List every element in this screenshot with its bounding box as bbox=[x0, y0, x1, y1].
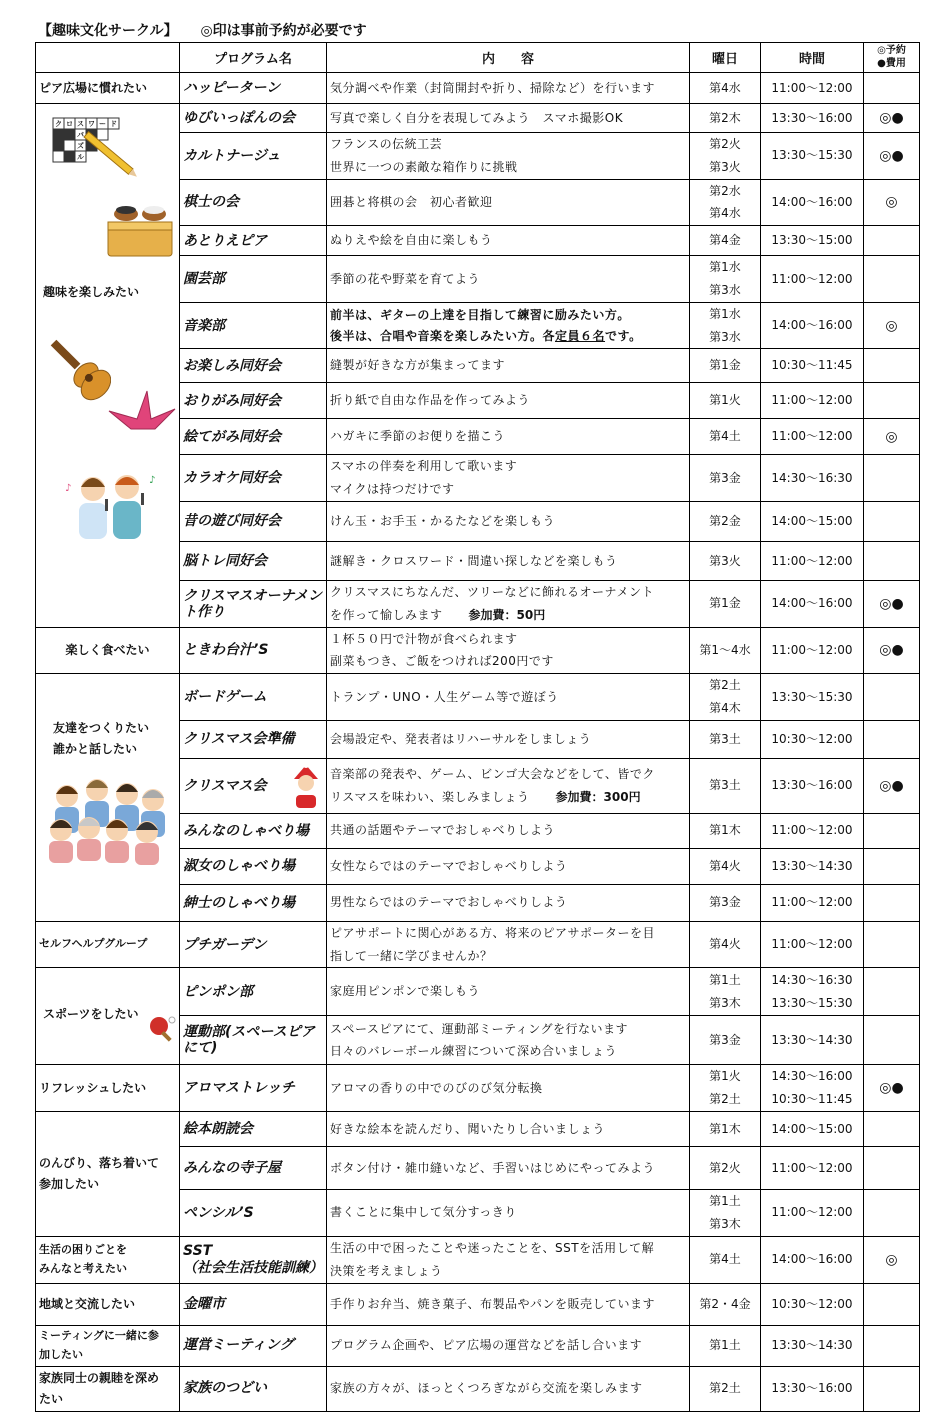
table-row bbox=[36, 1111, 920, 1146]
program-day: 第4火 bbox=[690, 848, 761, 884]
svg-text:♪: ♪ bbox=[149, 475, 156, 486]
program-name: プチガーデン bbox=[180, 921, 327, 968]
program-content: 会場設定や、発表者はリハーサルをしましょう bbox=[327, 720, 690, 758]
program-day: 第1木 bbox=[690, 813, 761, 848]
program-time: 10:30～11:45 bbox=[761, 349, 864, 383]
program-content: 写真で楽しく自分を表現してみよう スマホ撮影OK bbox=[327, 104, 690, 133]
program-name: 脳トレ同好会 bbox=[180, 541, 327, 580]
program-time: 13:30～14:30 bbox=[761, 1325, 864, 1366]
program-time: 13:30～14:30 bbox=[761, 848, 864, 884]
program-name: おりがみ同好会 bbox=[180, 383, 327, 419]
go-board-icon bbox=[104, 196, 176, 264]
reservation-note: ◎印は事前予約が必要です bbox=[200, 23, 367, 39]
reservation-fee-mark bbox=[864, 1111, 920, 1146]
table-row bbox=[36, 1325, 920, 1366]
category-relax: のんびり、落ち着いて 参加したい bbox=[36, 1111, 180, 1236]
program-day: 第3土 bbox=[690, 758, 761, 813]
program-name: あとりえピア bbox=[180, 226, 327, 256]
program-day: 第1木 bbox=[690, 1111, 761, 1146]
program-time: 13:30～16:00 bbox=[761, 104, 864, 133]
program-name: 音楽部 bbox=[180, 302, 327, 349]
reservation-fee-mark bbox=[864, 674, 920, 721]
program-day: 第1土 第3木 bbox=[690, 1189, 761, 1236]
category-self-help: セルフヘルプグループ bbox=[36, 921, 180, 968]
program-time: 11:00～12:00 bbox=[761, 419, 864, 455]
reservation-fee-mark: ◎ bbox=[864, 1236, 920, 1283]
program-day: 第3金 bbox=[690, 455, 761, 502]
program-content: ボタン付け・雑巾縫いなど、手習いはじめにやってみよう bbox=[327, 1146, 690, 1189]
program-name: みんなの寺子屋 bbox=[180, 1146, 327, 1189]
reservation-fee-mark: ◎ bbox=[864, 179, 920, 226]
program-time: 13:30～16:00 bbox=[761, 758, 864, 813]
program-content: 縫製が好きな方が集まってます bbox=[327, 349, 690, 383]
table-row bbox=[36, 1065, 920, 1112]
program-name: 家族のつどい bbox=[180, 1366, 327, 1411]
crossword-letter: ス bbox=[77, 120, 84, 128]
program-content: スマホの伴奏を利用して歌います マイクは持つだけです bbox=[327, 455, 690, 502]
program-content: けん玉・お手玉・かるたなどを楽しもう bbox=[327, 501, 690, 541]
program-time: 10:30～12:00 bbox=[761, 1283, 864, 1325]
program-time: 14:00～15:00 bbox=[761, 501, 864, 541]
program-content: フランスの伝統工芸 世界に一つの素敵な箱作りに挑戦 bbox=[327, 133, 690, 180]
program-content: 家庭用ピンポンで楽しもう bbox=[327, 968, 690, 1016]
program-day: 第1金 bbox=[690, 580, 761, 627]
crossword-letter: ド bbox=[110, 120, 117, 128]
program-name: カラオケ同好会 bbox=[180, 455, 327, 502]
program-name: ピンポン部 bbox=[180, 968, 327, 1016]
program-day: 第2土 第4木 bbox=[690, 674, 761, 721]
reservation-fee-mark bbox=[864, 1325, 920, 1366]
reservation-fee-mark bbox=[864, 1366, 920, 1411]
category-friends: 友達をつくりたい 誰かと話したい bbox=[36, 674, 180, 922]
reservation-fee-mark: ◎ bbox=[864, 419, 920, 455]
program-content: ぬりえや絵を自由に楽しもう bbox=[327, 226, 690, 256]
program-name: 絵本朗読会 bbox=[180, 1111, 327, 1146]
header-program: プログラム名 bbox=[180, 43, 327, 73]
program-name: ハッピーターン bbox=[180, 73, 327, 104]
program-name: クリスマスオーナメント作り bbox=[180, 580, 327, 627]
program-name: お楽しみ同好会 bbox=[180, 349, 327, 383]
group-of-people-icon bbox=[47, 774, 173, 870]
program-name: SST （社会生活技能訓練） bbox=[180, 1236, 327, 1283]
program-time: 11:00～12:00 bbox=[761, 1146, 864, 1189]
crossword-pencil-icon bbox=[49, 114, 139, 192]
program-content: アロマの香りの中でのびのび気分転換 bbox=[327, 1065, 690, 1112]
reservation-fee-mark bbox=[864, 1016, 920, 1065]
program-content: 囲碁と将棋の会 初心者歓迎 bbox=[327, 179, 690, 226]
program-content: 共通の話題やテーマでおしゃべりしよう bbox=[327, 813, 690, 848]
table-row bbox=[36, 104, 920, 133]
reservation-fee-mark bbox=[864, 720, 920, 758]
reservation-fee-mark bbox=[864, 848, 920, 884]
reservation-fee-mark bbox=[864, 1146, 920, 1189]
program-day: 第1火 bbox=[690, 383, 761, 419]
program-content: プログラム企画や、ピア広場の運営などを話し合います bbox=[327, 1325, 690, 1366]
program-time: 13:30～15:00 bbox=[761, 226, 864, 256]
ping-pong-paddle-icon bbox=[147, 1014, 177, 1044]
program-day: 第2土 bbox=[690, 1366, 761, 1411]
table-row bbox=[36, 968, 920, 1016]
reservation-fee-mark bbox=[864, 501, 920, 541]
reservation-fee-mark bbox=[864, 383, 920, 419]
program-day: 第4金 bbox=[690, 226, 761, 256]
program-time: 14:00～16:00 bbox=[761, 179, 864, 226]
program-content: 気分調べや作業（封筒開封や折り、掃除など）を行います bbox=[327, 73, 690, 104]
program-name: みんなのしゃべり場 bbox=[180, 813, 327, 848]
program-time: 14:30～16:30 13:30～15:30 bbox=[761, 968, 864, 1016]
program-name: クリスマス会 bbox=[180, 758, 327, 813]
program-day: 第1水 第3水 bbox=[690, 302, 761, 349]
crossword-letter: ワ bbox=[88, 120, 95, 128]
reservation-fee-mark bbox=[864, 884, 920, 921]
reservation-fee-mark: ◎● bbox=[864, 1065, 920, 1112]
category-meeting: ミーティングに一緒に参 加したい bbox=[36, 1325, 180, 1366]
guitar-icon bbox=[47, 332, 111, 404]
program-day: 第2水 第4水 bbox=[690, 179, 761, 226]
program-day: 第4水 bbox=[690, 73, 761, 104]
crossword-letter: ル bbox=[77, 153, 84, 161]
program-day: 第1～4水 bbox=[690, 627, 761, 674]
program-day: 第4土 bbox=[690, 1236, 761, 1283]
program-time: 13:30～16:00 bbox=[761, 1366, 864, 1411]
program-content: １杯５０円で汁物が食べられます 副菜もつき、ご飯をつければ200円です bbox=[327, 627, 690, 674]
program-time: 14:00～16:00 bbox=[761, 1236, 864, 1283]
reservation-fee-mark: ◎● bbox=[864, 104, 920, 133]
reservation-fee-mark bbox=[864, 541, 920, 580]
category-community: 地域と交流したい bbox=[36, 1283, 180, 1325]
program-time: 13:30～15:30 bbox=[761, 133, 864, 180]
reservation-fee-mark: ◎● bbox=[864, 627, 920, 674]
table-row bbox=[36, 674, 920, 721]
program-day: 第3土 bbox=[690, 720, 761, 758]
table-row bbox=[36, 1366, 920, 1411]
reservation-fee-mark bbox=[864, 455, 920, 502]
program-content: トランプ・UNO・人生ゲーム等で遊ぼう bbox=[327, 674, 690, 721]
reservation-fee-mark: ◎● bbox=[864, 580, 920, 627]
program-name: 淑女のしゃべり場 bbox=[180, 848, 327, 884]
karaoke-people-icon bbox=[61, 469, 161, 549]
program-content: スペースピアにて、運動部ミーティングを行ないます 日々のバレーボール練習について深め合いましょう bbox=[327, 1016, 690, 1065]
crossword-letter: ズ bbox=[77, 142, 84, 150]
reservation-fee-mark: ◎● bbox=[864, 133, 920, 180]
crossword-letter: パ bbox=[77, 131, 84, 139]
program-day: 第1土 bbox=[690, 1325, 761, 1366]
crossword-letter: ロ bbox=[66, 120, 73, 128]
header-content: 内 容 bbox=[327, 43, 690, 73]
program-name: 運動部(スペースピアにて) bbox=[180, 1016, 327, 1065]
program-content: 女性ならではのテーマでおしゃべりしよう bbox=[327, 848, 690, 884]
program-time: 10:30～12:00 bbox=[761, 720, 864, 758]
program-time: 11:00～12:00 bbox=[761, 73, 864, 104]
category-sports: スポーツをしたい bbox=[36, 968, 180, 1065]
program-day: 第3火 bbox=[690, 541, 761, 580]
program-name: 紳士のしゃべり場 bbox=[180, 884, 327, 921]
program-content: 音楽部の発表や、ゲーム、ビンゴ大会などをして、皆でク リスマスを味わい、楽しみましょう 参加費：300円 bbox=[327, 758, 690, 813]
program-name: クリスマス会準備 bbox=[180, 720, 327, 758]
program-day: 第2火 bbox=[690, 1146, 761, 1189]
program-name: 運営ミーティング bbox=[180, 1325, 327, 1366]
program-time: 11:00～12:00 bbox=[761, 1189, 864, 1236]
table-row bbox=[36, 73, 920, 104]
category-eat: 楽しく食べたい bbox=[36, 627, 180, 674]
program-name: 棋士の会 bbox=[180, 179, 327, 226]
reservation-fee-mark bbox=[864, 813, 920, 848]
program-name: 昔の遊び同好会 bbox=[180, 501, 327, 541]
program-time: 14:00～15:00 bbox=[761, 1111, 864, 1146]
program-content: 季節の花や野菜を育てよう bbox=[327, 256, 690, 303]
reservation-fee-mark: ◎● bbox=[864, 758, 920, 813]
program-content: 手作りお弁当、焼き菓子、布製品やパンを販売しています bbox=[327, 1283, 690, 1325]
program-content: 家族の方々が、ほっとくつろぎながら交流を楽しみます bbox=[327, 1366, 690, 1411]
program-content: ピアサポートに関心がある方、将来のピアサポーターを目 指して一緒に学びませんか？ bbox=[327, 921, 690, 968]
header-time: 時間 bbox=[761, 43, 864, 73]
crossword-letter: ー bbox=[99, 120, 106, 128]
program-content: 前半は、ギターの上達を目指して練習に励みたい方。 後半は、合唱や音楽を楽しみたい方。各定員６名です。 bbox=[327, 302, 690, 349]
program-time: 11:00～12:00 bbox=[761, 813, 864, 848]
reservation-fee-mark bbox=[864, 256, 920, 303]
page-title bbox=[38, 20, 385, 40]
program-name: 園芸部 bbox=[180, 256, 327, 303]
program-name: ボードゲーム bbox=[180, 674, 327, 721]
category-hobby: ク ロ ス ワ ー ド パ ズ ル ♪ ♪ 趣味を楽しみたい bbox=[36, 104, 180, 628]
crossword-letter: ク bbox=[55, 120, 62, 128]
program-time: 14:30～16:00 10:30～11:45 bbox=[761, 1065, 864, 1112]
program-name: 金曜市 bbox=[180, 1283, 327, 1325]
program-day: 第1水 第3水 bbox=[690, 256, 761, 303]
program-content: 折り紙で自由な作品を作ってみよう bbox=[327, 383, 690, 419]
paper-crane-icon bbox=[107, 389, 177, 437]
reservation-fee-mark bbox=[864, 349, 920, 383]
fee-label: 参加費：50円 bbox=[468, 607, 546, 622]
reservation-fee-mark bbox=[864, 968, 920, 1016]
header-day: 曜日 bbox=[690, 43, 761, 73]
reservation-fee-mark bbox=[864, 73, 920, 104]
table-row bbox=[36, 921, 920, 968]
program-time: 11:00～12:00 bbox=[761, 383, 864, 419]
program-name: ときわ台汁’S bbox=[180, 627, 327, 674]
category-family: 家族同士の親睦を深め たい bbox=[36, 1366, 180, 1411]
program-content: 好きな絵本を読んだり、聞いたりし合いましょう bbox=[327, 1111, 690, 1146]
program-table bbox=[35, 42, 920, 1412]
program-time: 14:30～16:30 bbox=[761, 455, 864, 502]
program-content: 書くことに集中して気分すっきり bbox=[327, 1189, 690, 1236]
program-content: ハガキに季節のお便りを描こう bbox=[327, 419, 690, 455]
reservation-fee-mark bbox=[864, 921, 920, 968]
program-day: 第2金 bbox=[690, 501, 761, 541]
svg-text:♪: ♪ bbox=[65, 483, 72, 494]
program-day: 第1土 第3木 bbox=[690, 968, 761, 1016]
program-day: 第1金 bbox=[690, 349, 761, 383]
program-day: 第2木 bbox=[690, 104, 761, 133]
program-day: 第4火 bbox=[690, 921, 761, 968]
program-time: 13:30～14:30 bbox=[761, 1016, 864, 1065]
reservation-fee-mark bbox=[864, 1283, 920, 1325]
category-peer-plaza: ピア広場に慣れたい bbox=[36, 73, 180, 104]
program-content: 謎解き・クロスワード・間違い探しなどを楽しもう bbox=[327, 541, 690, 580]
program-time: 14:00～16:00 bbox=[761, 580, 864, 627]
program-day: 第2・4金 bbox=[690, 1283, 761, 1325]
table-row bbox=[36, 627, 920, 674]
program-time: 11:00～12:00 bbox=[761, 541, 864, 580]
santa-icon bbox=[288, 763, 324, 809]
program-content: 生活の中で困ったことや迷ったことを、SSTを活用して解 決策を考えましょう bbox=[327, 1236, 690, 1283]
category-life-troubles: 生活の困りごとを みんなと考えたい bbox=[36, 1236, 180, 1283]
program-day: 第3金 bbox=[690, 1016, 761, 1065]
program-time: 13:30～15:30 bbox=[761, 674, 864, 721]
program-time: 11:00～12:00 bbox=[761, 627, 864, 674]
fee-label: 参加費：300円 bbox=[555, 789, 641, 804]
table-row bbox=[36, 1283, 920, 1325]
program-content: クリスマスにちなんだ、ツリーなどに飾れるオーナメント を作って愉しみます 参加費：50円 bbox=[327, 580, 690, 627]
table-row bbox=[36, 1236, 920, 1283]
program-name: アロマストレッチ bbox=[180, 1065, 327, 1112]
program-time: 11:00～12:00 bbox=[761, 884, 864, 921]
program-time: 14:00～16:00 bbox=[761, 302, 864, 349]
program-name: 絵てがみ同好会 bbox=[180, 419, 327, 455]
section-title: 【趣味文化サークル】 bbox=[38, 23, 178, 39]
program-day: 第3金 bbox=[690, 884, 761, 921]
reservation-fee-mark bbox=[864, 226, 920, 256]
program-name: カルトナージュ bbox=[180, 133, 327, 180]
header-mark: ◎予約 ●費用 bbox=[864, 43, 920, 73]
program-time: 11:00～12:00 bbox=[761, 921, 864, 968]
program-day: 第4土 bbox=[690, 419, 761, 455]
header-row bbox=[36, 43, 920, 73]
category-refresh: リフレッシュしたい bbox=[36, 1065, 180, 1112]
program-name: ペンシル’S bbox=[180, 1189, 327, 1236]
program-day: 第2火 第3火 bbox=[690, 133, 761, 180]
header-category bbox=[36, 43, 180, 73]
reservation-fee-mark: ◎ bbox=[864, 302, 920, 349]
reservation-fee-mark bbox=[864, 1189, 920, 1236]
program-content: 男性ならではのテーマでおしゃべりしよう bbox=[327, 884, 690, 921]
program-time: 11:00～12:00 bbox=[761, 256, 864, 303]
program-name: ゆびいっぽんの会 bbox=[180, 104, 327, 133]
program-day: 第1火 第2土 bbox=[690, 1065, 761, 1112]
